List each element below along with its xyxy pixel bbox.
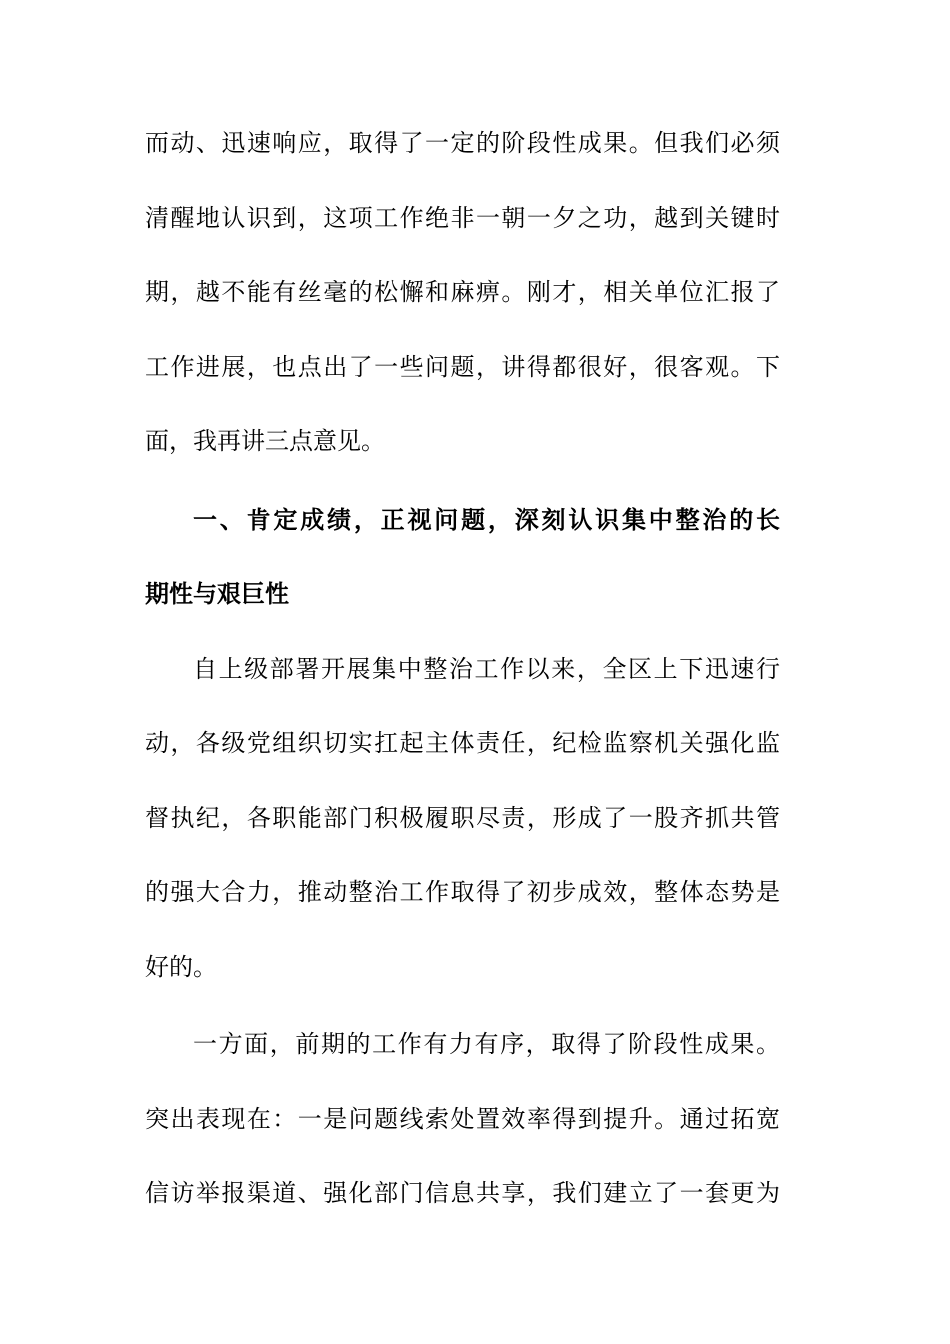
paragraph-line: 动，各级党组织切实扛起主体责任，纪检监察机关强化监 <box>145 729 780 757</box>
paragraph-line: 而动、迅速响应，取得了一定的阶段性成果。但我们必须 <box>145 129 780 157</box>
section-heading <box>145 483 780 632</box>
intro-paragraph <box>145 106 780 479</box>
paragraph-line: 工作进展，也点出了一些问题，讲得都很好，很客观。下 <box>145 352 780 381</box>
paragraph-line: 清醒地认识到，这项工作绝非一朝一夕之功，越到关键时 <box>145 203 780 232</box>
paragraph-line: 面，我再讲三点意见。 <box>145 427 385 455</box>
paragraph-line: 的强大合力，推动整治工作取得了初步成效，整体态势是 <box>145 878 780 906</box>
paragraph-line: 突出表现在：一是问题线索处置效率得到提升。通过拓宽 <box>145 1104 780 1133</box>
document-body <box>145 106 780 1231</box>
heading-line: 期性与艰巨性 <box>145 579 289 608</box>
paragraph-line: 自上级部署开展集中整治工作以来，全区上下迅速行 <box>193 654 780 683</box>
paragraph-line: 督执纪，各职能部门积极履职尽责，形成了一股齐抓共管 <box>145 803 780 832</box>
paragraph <box>145 1007 780 1231</box>
paragraph-line: 好的。 <box>145 952 217 981</box>
paragraph <box>145 632 780 1005</box>
paragraph-line: 期，越不能有丝毫的松懈和麻痹。刚才，相关单位汇报了 <box>145 278 780 306</box>
paragraph-line: 信访举报渠道、强化部门信息共享，我们建立了一套更为 <box>145 1179 780 1207</box>
heading-line: 一、肯定成绩，正视问题，深刻认识集中整治的长 <box>193 504 780 534</box>
paragraph-line: 一方面，前期的工作有力有序，取得了阶段性成果。 <box>193 1030 780 1058</box>
